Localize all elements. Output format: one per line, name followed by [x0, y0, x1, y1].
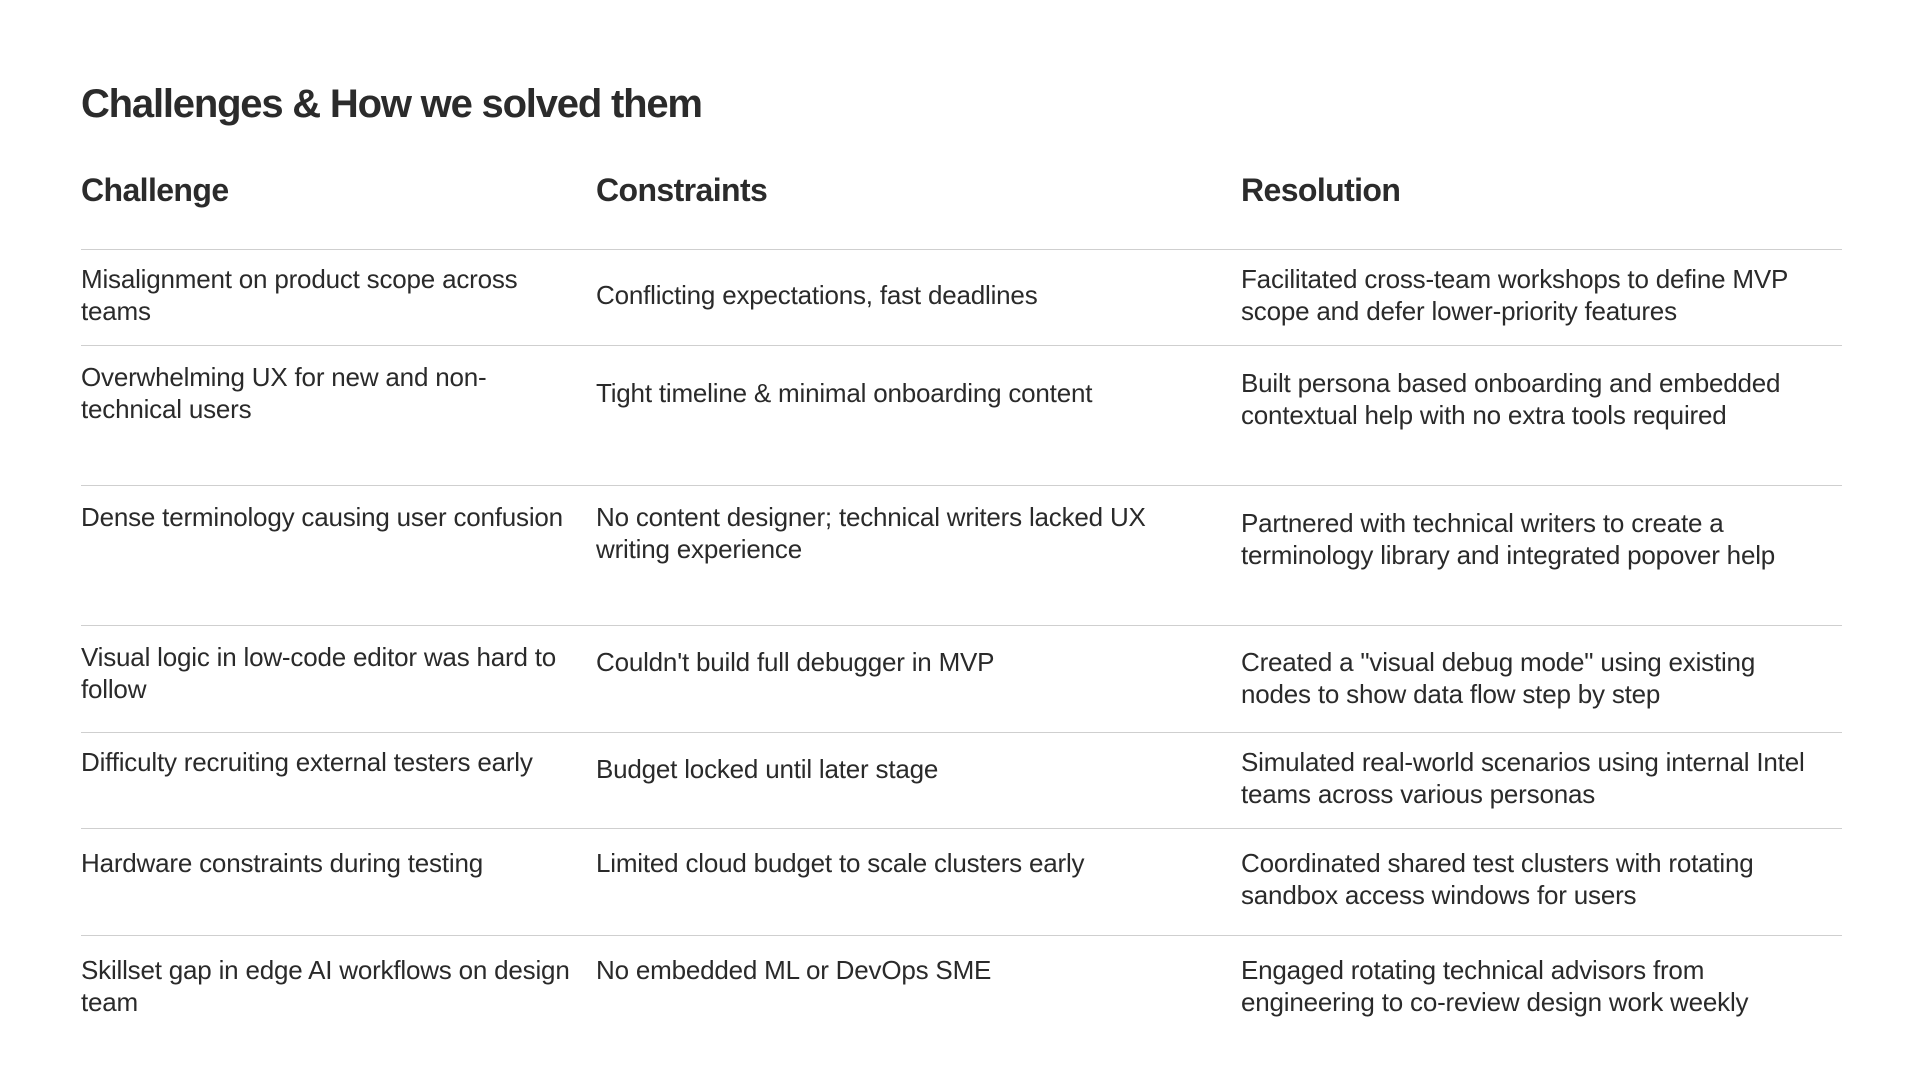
challenge-cell: Misalignment on product scope across teams — [81, 264, 518, 326]
resolution-cell: Simulated real-world scenarios using internal Intel teams across various personas — [1241, 747, 1805, 809]
table-row — [81, 346, 1842, 486]
constraints-cell: No embedded ML or DevOps SME — [596, 955, 992, 985]
constraints-cell: No content designer; technical writers lacked UX writing experience — [596, 502, 1146, 564]
resolution-cell: Built persona based onboarding and embedded contextual help with no extra tools required — [1241, 368, 1781, 430]
resolution-cell: Partnered with technical writers to create a terminology library and integrated popover help — [1241, 508, 1776, 570]
resolution-cell: Coordinated shared test clusters with rotating sandbox access windows for users — [1241, 848, 1754, 910]
table-row — [81, 733, 1842, 829]
column-header-challenge: Challenge — [81, 172, 229, 208]
challenges-table — [81, 170, 1842, 1036]
page-title: Challenges & How we solved them — [81, 82, 702, 126]
table-row — [81, 829, 1842, 936]
table-header — [81, 170, 1842, 250]
table-row — [81, 626, 1842, 733]
constraints-cell: Couldn't build full debugger in MVP — [596, 647, 995, 677]
column-header-resolution: Resolution — [1241, 172, 1401, 208]
challenge-cell: Dense terminology causing user confusion — [81, 502, 563, 532]
challenge-cell: Visual logic in low-code editor was hard to follow — [81, 642, 557, 704]
resolution-cell: Facilitated cross-team workshops to define MVP scope and defer lower-priority features — [1241, 264, 1788, 326]
challenge-cell: Difficulty recruiting external testers early — [81, 747, 533, 777]
table-row — [81, 486, 1842, 626]
challenge-cell: Overwhelming UX for new and non-technical users — [81, 362, 487, 424]
resolution-cell: Created a "visual debug mode" using existing nodes to show data flow step by step — [1241, 647, 1756, 709]
constraints-cell: Tight timeline & minimal onboarding content — [596, 378, 1093, 408]
challenge-cell: Skillset gap in edge AI workflows on design team — [81, 955, 570, 1017]
constraints-cell: Conflicting expectations, fast deadlines — [596, 280, 1038, 310]
constraints-cell: Budget locked until later stage — [596, 754, 939, 784]
table-row — [81, 250, 1842, 346]
column-header-constraints: Constraints — [596, 172, 768, 208]
challenge-cell: Hardware constraints during testing — [81, 848, 483, 878]
constraints-cell: Limited cloud budget to scale clusters early — [596, 848, 1085, 878]
resolution-cell: Engaged rotating technical advisors from engineering to co-review design work weekly — [1241, 955, 1749, 1017]
table-row — [81, 936, 1842, 1036]
